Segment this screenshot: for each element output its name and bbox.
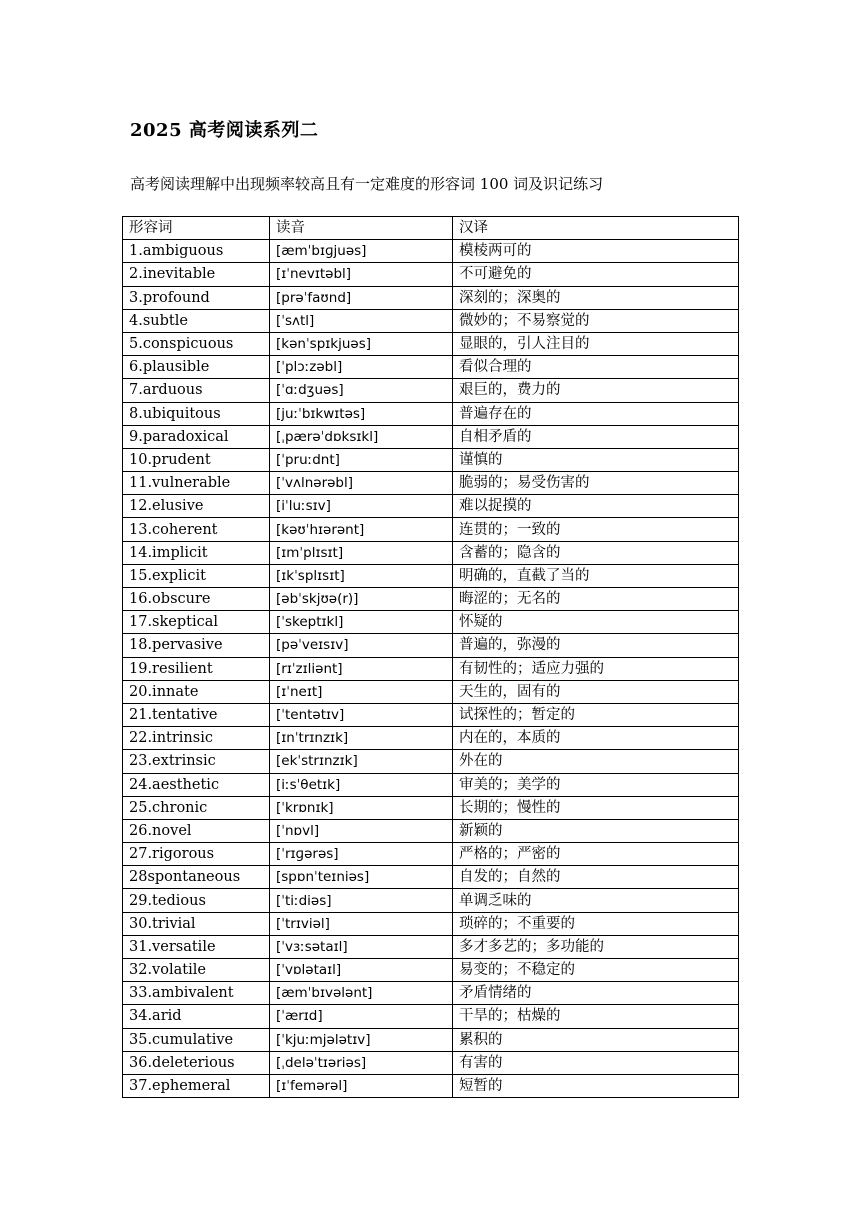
translation-cell: 明确的，直截了当的 bbox=[453, 564, 739, 587]
pronunciation-cell: [ˈskeptɪkl] bbox=[270, 611, 453, 634]
table-row bbox=[123, 657, 739, 680]
translation-cell: 深刻的；深奥的 bbox=[453, 286, 739, 309]
translation-cell: 累积的 bbox=[453, 1028, 739, 1051]
pronunciation-cell: [ˌdeləˈtɪəriəs] bbox=[270, 1051, 453, 1074]
page-subtitle: 高考阅读理解中出现频率较高且有一定难度的形容词 100 词及识记练习 bbox=[130, 175, 604, 193]
word-cell: 36.deleterious bbox=[123, 1051, 270, 1074]
word-cell: 7.arduous bbox=[123, 379, 270, 402]
table-row bbox=[123, 634, 739, 657]
pronunciation-cell: [ɪˈneɪt] bbox=[270, 680, 453, 703]
word-cell: 33.ambivalent bbox=[123, 982, 270, 1005]
pronunciation-cell: [æmˈbɪvələnt] bbox=[270, 982, 453, 1005]
translation-cell: 单调乏味的 bbox=[453, 889, 739, 912]
table-row bbox=[123, 1074, 739, 1097]
pronunciation-cell: [əbˈskjʊə(r)] bbox=[270, 588, 453, 611]
translation-cell: 严格的；严密的 bbox=[453, 843, 739, 866]
pronunciation-cell: [ˈtrɪviəl] bbox=[270, 912, 453, 935]
translation-cell: 审美的；美学的 bbox=[453, 773, 739, 796]
pronunciation-cell: [ˈrɪɡərəs] bbox=[270, 843, 453, 866]
word-cell: 24.aesthetic bbox=[123, 773, 270, 796]
translation-cell: 模棱两可的 bbox=[453, 240, 739, 263]
translation-cell: 长期的；慢性的 bbox=[453, 796, 739, 819]
pronunciation-cell: [ˈvɜːsətaɪl] bbox=[270, 935, 453, 958]
pronunciation-cell: [iˈluːsɪv] bbox=[270, 495, 453, 518]
pronunciation-cell: [kənˈspɪkjuəs] bbox=[270, 332, 453, 355]
pronunciation-cell: [ɪkˈsplɪsɪt] bbox=[270, 564, 453, 587]
pronunciation-cell: [kəʊˈhɪərənt] bbox=[270, 518, 453, 541]
translation-cell: 易变的；不稳定的 bbox=[453, 959, 739, 982]
page-title: 2025 高考阅读系列二 bbox=[130, 120, 319, 141]
word-cell: 14.implicit bbox=[123, 541, 270, 564]
table-row bbox=[123, 866, 739, 889]
word-cell: 9.paradoxical bbox=[123, 425, 270, 448]
table-row bbox=[123, 912, 739, 935]
pronunciation-cell: [ɪmˈplɪsɪt] bbox=[270, 541, 453, 564]
table-row bbox=[123, 611, 739, 634]
word-cell: 19.resilient bbox=[123, 657, 270, 680]
table-row bbox=[123, 472, 739, 495]
pronunciation-cell: [ˈærɪd] bbox=[270, 1005, 453, 1028]
table-row bbox=[123, 425, 739, 448]
translation-cell: 难以捉摸的 bbox=[453, 495, 739, 518]
table-row bbox=[123, 982, 739, 1005]
table-row bbox=[123, 773, 739, 796]
translation-cell: 谨慎的 bbox=[453, 448, 739, 471]
pronunciation-cell: [prəˈfaʊnd] bbox=[270, 286, 453, 309]
word-cell: 21.tentative bbox=[123, 703, 270, 726]
pronunciation-cell: [ˈkjuːmjələtɪv] bbox=[270, 1028, 453, 1051]
word-cell: 18.pervasive bbox=[123, 634, 270, 657]
word-cell: 8.ubiquitous bbox=[123, 402, 270, 425]
pronunciation-cell: [ekˈstrɪnzɪk] bbox=[270, 750, 453, 773]
translation-cell: 多才多艺的；多功能的 bbox=[453, 935, 739, 958]
table-row bbox=[123, 843, 739, 866]
translation-cell: 干旱的；枯燥的 bbox=[453, 1005, 739, 1028]
table-row bbox=[123, 402, 739, 425]
word-cell: 12.elusive bbox=[123, 495, 270, 518]
word-cell: 35.cumulative bbox=[123, 1028, 270, 1051]
table-row bbox=[123, 541, 739, 564]
translation-cell: 微妙的；不易察觉的 bbox=[453, 309, 739, 332]
word-cell: 28spontaneous bbox=[123, 866, 270, 889]
word-cell: 3.profound bbox=[123, 286, 270, 309]
table-row bbox=[123, 495, 739, 518]
translation-cell: 不可避免的 bbox=[453, 263, 739, 286]
word-cell: 15.explicit bbox=[123, 564, 270, 587]
pronunciation-cell: [ˈnɒvl] bbox=[270, 819, 453, 842]
header-pronunciation: 读音 bbox=[270, 217, 453, 240]
table-row bbox=[123, 1005, 739, 1028]
translation-cell: 琐碎的；不重要的 bbox=[453, 912, 739, 935]
translation-cell: 天生的，固有的 bbox=[453, 680, 739, 703]
word-cell: 31.versatile bbox=[123, 935, 270, 958]
translation-cell: 连贯的；一致的 bbox=[453, 518, 739, 541]
translation-cell: 外在的 bbox=[453, 750, 739, 773]
translation-cell: 脆弱的；易受伤害的 bbox=[453, 472, 739, 495]
word-cell: 29.tedious bbox=[123, 889, 270, 912]
table-row bbox=[123, 240, 739, 263]
table-row bbox=[123, 889, 739, 912]
pronunciation-cell: [rɪˈzɪliənt] bbox=[270, 657, 453, 680]
table-row bbox=[123, 750, 739, 773]
table-row bbox=[123, 796, 739, 819]
pronunciation-cell: [iːsˈθetɪk] bbox=[270, 773, 453, 796]
table-row bbox=[123, 379, 739, 402]
word-cell: 13.coherent bbox=[123, 518, 270, 541]
pronunciation-cell: [æmˈbɪɡjuəs] bbox=[270, 240, 453, 263]
pronunciation-cell: [ˈtentətɪv] bbox=[270, 703, 453, 726]
word-cell: 27.rigorous bbox=[123, 843, 270, 866]
header-adjective: 形容词 bbox=[123, 217, 270, 240]
translation-cell: 普遍的，弥漫的 bbox=[453, 634, 739, 657]
translation-cell: 艰巨的，费力的 bbox=[453, 379, 739, 402]
word-cell: 30.trivial bbox=[123, 912, 270, 935]
word-cell: 20.innate bbox=[123, 680, 270, 703]
pronunciation-cell: [ˈtiːdiəs] bbox=[270, 889, 453, 912]
table-row bbox=[123, 588, 739, 611]
table-row bbox=[123, 703, 739, 726]
pronunciation-cell: [ˈvʌlnərəbl] bbox=[270, 472, 453, 495]
pronunciation-cell: [ˈplɔːzəbl] bbox=[270, 356, 453, 379]
word-cell: 34.arid bbox=[123, 1005, 270, 1028]
word-cell: 10.prudent bbox=[123, 448, 270, 471]
word-cell: 6.plausible bbox=[123, 356, 270, 379]
pronunciation-cell: [ˈkrɒnɪk] bbox=[270, 796, 453, 819]
word-cell: 11.vulnerable bbox=[123, 472, 270, 495]
translation-cell: 自相矛盾的 bbox=[453, 425, 739, 448]
pronunciation-cell: [ɪˈfemərəl] bbox=[270, 1074, 453, 1097]
word-cell: 1.ambiguous bbox=[123, 240, 270, 263]
translation-cell: 矛盾情绪的 bbox=[453, 982, 739, 1005]
table-row bbox=[123, 1051, 739, 1074]
table-row bbox=[123, 448, 739, 471]
translation-cell: 含蓄的；隐含的 bbox=[453, 541, 739, 564]
translation-cell: 显眼的，引人注目的 bbox=[453, 332, 739, 355]
translation-cell: 短暂的 bbox=[453, 1074, 739, 1097]
pronunciation-cell: [ˈvɒlətaɪl] bbox=[270, 959, 453, 982]
table-row bbox=[123, 332, 739, 355]
table-row bbox=[123, 959, 739, 982]
table-row bbox=[123, 564, 739, 587]
table-header-row bbox=[123, 217, 739, 240]
translation-cell: 试探性的；暂定的 bbox=[453, 703, 739, 726]
word-cell: 16.obscure bbox=[123, 588, 270, 611]
table-row bbox=[123, 727, 739, 750]
translation-cell: 内在的，本质的 bbox=[453, 727, 739, 750]
table-row bbox=[123, 356, 739, 379]
translation-cell: 有韧性的；适应力强的 bbox=[453, 657, 739, 680]
vocabulary-table bbox=[122, 216, 739, 1098]
table-row bbox=[123, 518, 739, 541]
translation-cell: 看似合理的 bbox=[453, 356, 739, 379]
word-cell: 37.ephemeral bbox=[123, 1074, 270, 1097]
pronunciation-cell: [spɒnˈteɪniəs] bbox=[270, 866, 453, 889]
word-cell: 32.volatile bbox=[123, 959, 270, 982]
word-cell: 2.inevitable bbox=[123, 263, 270, 286]
pronunciation-cell: [ˈpruːdnt] bbox=[270, 448, 453, 471]
translation-cell: 怀疑的 bbox=[453, 611, 739, 634]
word-cell: 4.subtle bbox=[123, 309, 270, 332]
pronunciation-cell: [ˈsʌtl] bbox=[270, 309, 453, 332]
word-cell: 25.chronic bbox=[123, 796, 270, 819]
pronunciation-cell: [ɪˈnevɪtəbl] bbox=[270, 263, 453, 286]
pronunciation-cell: [ˈɑːdʒuəs] bbox=[270, 379, 453, 402]
word-cell: 5.conspicuous bbox=[123, 332, 270, 355]
translation-cell: 新颖的 bbox=[453, 819, 739, 842]
pronunciation-cell: [juːˈbɪkwɪtəs] bbox=[270, 402, 453, 425]
pronunciation-cell: [pəˈveɪsɪv] bbox=[270, 634, 453, 657]
translation-cell: 自发的；自然的 bbox=[453, 866, 739, 889]
table-row bbox=[123, 263, 739, 286]
translation-cell: 有害的 bbox=[453, 1051, 739, 1074]
table-row bbox=[123, 819, 739, 842]
translation-cell: 普遍存在的 bbox=[453, 402, 739, 425]
table-row bbox=[123, 286, 739, 309]
table-row bbox=[123, 935, 739, 958]
word-cell: 23.extrinsic bbox=[123, 750, 270, 773]
table-row bbox=[123, 680, 739, 703]
word-cell: 26.novel bbox=[123, 819, 270, 842]
word-cell: 22.intrinsic bbox=[123, 727, 270, 750]
table-row bbox=[123, 309, 739, 332]
header-translation: 汉译 bbox=[453, 217, 739, 240]
pronunciation-cell: [ɪnˈtrɪnzɪk] bbox=[270, 727, 453, 750]
translation-cell: 晦涩的；无名的 bbox=[453, 588, 739, 611]
table-row bbox=[123, 1028, 739, 1051]
pronunciation-cell: [ˌpærəˈdɒksɪkl] bbox=[270, 425, 453, 448]
word-cell: 17.skeptical bbox=[123, 611, 270, 634]
